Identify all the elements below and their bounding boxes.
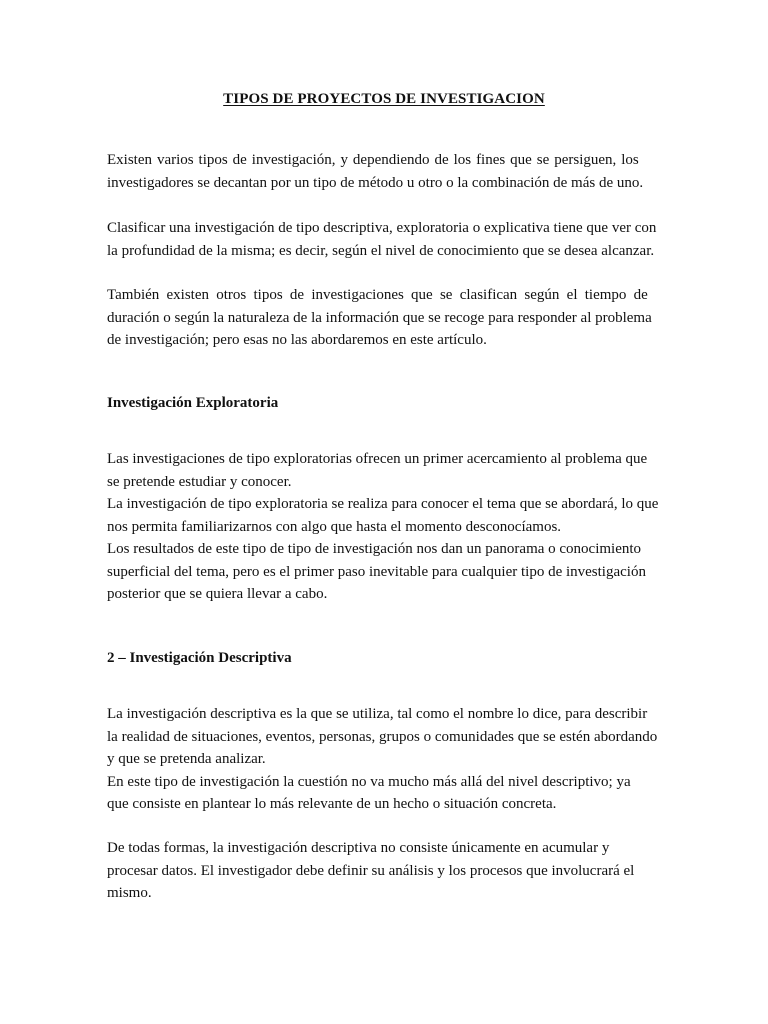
paragraph-line: duración o según la naturaleza de la información que se recoge para responder al problema	[107, 309, 652, 326]
paragraph-line: mismo.	[107, 885, 152, 901]
paragraph-line: La investigación de tipo exploratoria se realiza para conocer el tema que se abordará, lo que	[107, 496, 659, 512]
document-title: TIPOS DE PROYECTOS DE INVESTIGACION	[223, 91, 545, 107]
section-body-exploratoria	[107, 448, 663, 606]
paragraph-line: investigadores se decantan por un tipo de método u otro o la combinación de más de uno.	[107, 174, 644, 191]
paragraph-line: De todas formas, la investigación descriptiva no consiste únicamente en acumular y	[107, 840, 610, 856]
intro-paragraph-3	[107, 284, 663, 352]
paragraph-line: nos permita familiarizarnos con algo que hasta el momento desconocíamos.	[107, 518, 562, 535]
paragraph-line: Las investigaciones de tipo exploratorias ofrecen un primer acercamiento al problema que	[107, 451, 648, 467]
paragraph-line: posterior que se quiera llevar a cabo.	[107, 586, 328, 602]
section-heading-exploratoria: Investigación Exploratoria	[107, 395, 279, 411]
paragraph-line: la profundidad de la misma; es decir, según el nivel de conocimiento que se desea alcanzar.	[107, 242, 655, 259]
section-body-descriptiva	[107, 703, 663, 816]
paragraph-line: se pretende estudiar y conocer.	[107, 473, 292, 490]
paragraph-line: y que se pretenda analizar.	[107, 751, 266, 767]
paragraph-line: Clasificar una investigación de tipo descriptiva, exploratoria o explicativa tiene que ver con	[107, 220, 657, 236]
paragraph-line: que consiste en plantear lo más relevante de un hecho o situación concreta.	[107, 796, 557, 812]
paragraph-line: la realidad de situaciones, eventos, personas, grupos o comunidades que se estén abordando	[107, 728, 658, 745]
paragraph-line: También existen otros tipos de investigaciones que se clasifican según el tiempo de	[107, 287, 648, 303]
paragraph-line: Existen varios tipos de investigación, y dependiendo de los fines que se persiguen, los	[107, 152, 639, 168]
paragraph-line: La investigación descriptiva es la que se utiliza, tal como el nombre lo dice, para describir	[107, 706, 648, 722]
paragraph-line: procesar datos. El investigador debe definir su análisis y los procesos que involucrará el	[107, 862, 635, 879]
section-body-descriptiva-2	[107, 837, 663, 905]
paragraph-line: En este tipo de investigación la cuestión no va mucho más allá del nivel descriptivo; ya	[107, 773, 631, 790]
paragraph-line: superficial del tema, pero es el primer paso inevitable para cualquier tipo de investigación	[107, 563, 646, 580]
paragraph-line: Los resultados de este tipo de tipo de investigación nos dan un panorama o conocimiento	[107, 541, 642, 557]
intro-paragraph-2	[107, 217, 663, 262]
paragraph-line: de investigación; pero esas no las abordaremos en este artículo.	[107, 332, 487, 348]
intro-paragraph-1	[107, 149, 663, 194]
section-heading-descriptiva: 2 – Investigación Descriptiva	[107, 650, 292, 666]
